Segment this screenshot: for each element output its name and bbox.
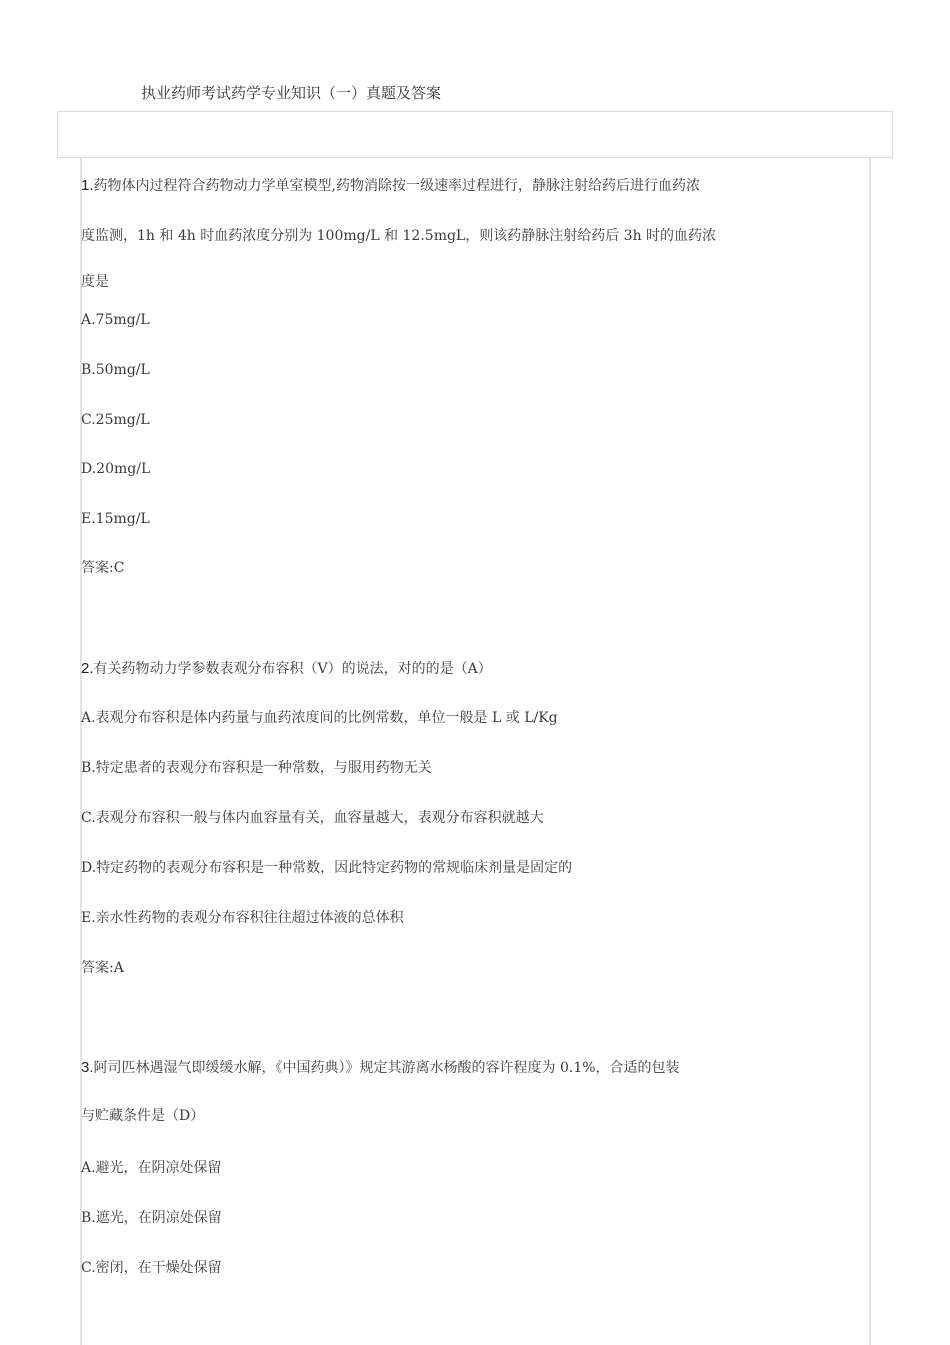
header-box xyxy=(57,111,893,158)
question-1-answer: 答案:C xyxy=(81,560,125,576)
question-2-number: 2. xyxy=(81,660,94,677)
question-2-option-c: C.表观分布容积一般与体内血容量有关，血容量越大，表观分布容积就越大 xyxy=(81,810,544,826)
question-2-option-e: E.亲水性药物的表观分布容积往往超过体液的总体积 xyxy=(81,910,404,926)
question-2-answer: 答案:A xyxy=(81,960,124,976)
question-3-option-c: C.密闭，在干燥处保留 xyxy=(81,1260,222,1276)
question-2-option-a: A.表观分布容积是体内药量与血药浓度间的比例常数，单位一般是 L 或 L/Kg xyxy=(81,710,558,726)
question-1-option-b: B.50mg/L xyxy=(81,362,150,378)
question-2-stem-line-1: 2.有关药物动力学参数表观分布容积（V）的说法，对的的是（A） xyxy=(81,660,492,677)
question-1-stem-line-1: 1.药物体内过程符合药物动力学单室模型,药物消除按一级速率过程进行，静脉注射给药后进行血药浓 xyxy=(81,177,700,194)
question-2-option-d: D.特定药物的表观分布容积是一种常数，因此特定药物的常规临床剂量是固定的 xyxy=(81,860,573,876)
question-1-option-a: A.75mg/L xyxy=(81,312,150,328)
question-1-number: 1. xyxy=(81,177,94,194)
question-3-stem-line-2: 与贮藏条件是（D） xyxy=(81,1108,205,1124)
document-title: 执业药师考试药学专业知识（一）真题及答案 xyxy=(141,84,442,102)
frame-corner-left xyxy=(57,157,81,158)
question-3-number: 3. xyxy=(81,1059,94,1076)
question-2-option-b: B.特定患者的表观分布容积是一种常数，与服用药物无关 xyxy=(81,760,432,776)
question-3-option-a: A.避光，在阴凉处保留 xyxy=(81,1160,222,1176)
question-1-stem-line-3: 度是 xyxy=(81,274,109,290)
question-3-stem-line-1: 3.阿司匹林遇湿气即缓缓水解，《中国药典）》规定其游离水杨酸的容许程度为 0.1%，合适的包装 xyxy=(81,1059,680,1076)
frame-corner-right xyxy=(869,157,893,158)
frame-right-border xyxy=(869,158,871,1345)
question-1-option-c: C.25mg/L xyxy=(81,412,150,428)
question-1-stem-line-2: 度监测，1h 和 4h 时血药浓度分别为 100mg/L 和 12.5mgL，则该药静脉注射给药后 3h 时的血药浓 xyxy=(81,228,717,244)
question-3-option-b: B.遮光，在阴凉处保留 xyxy=(81,1210,222,1226)
question-1-option-d: D.20mg/L xyxy=(81,461,151,477)
question-1-option-e: E.15mg/L xyxy=(81,511,150,527)
